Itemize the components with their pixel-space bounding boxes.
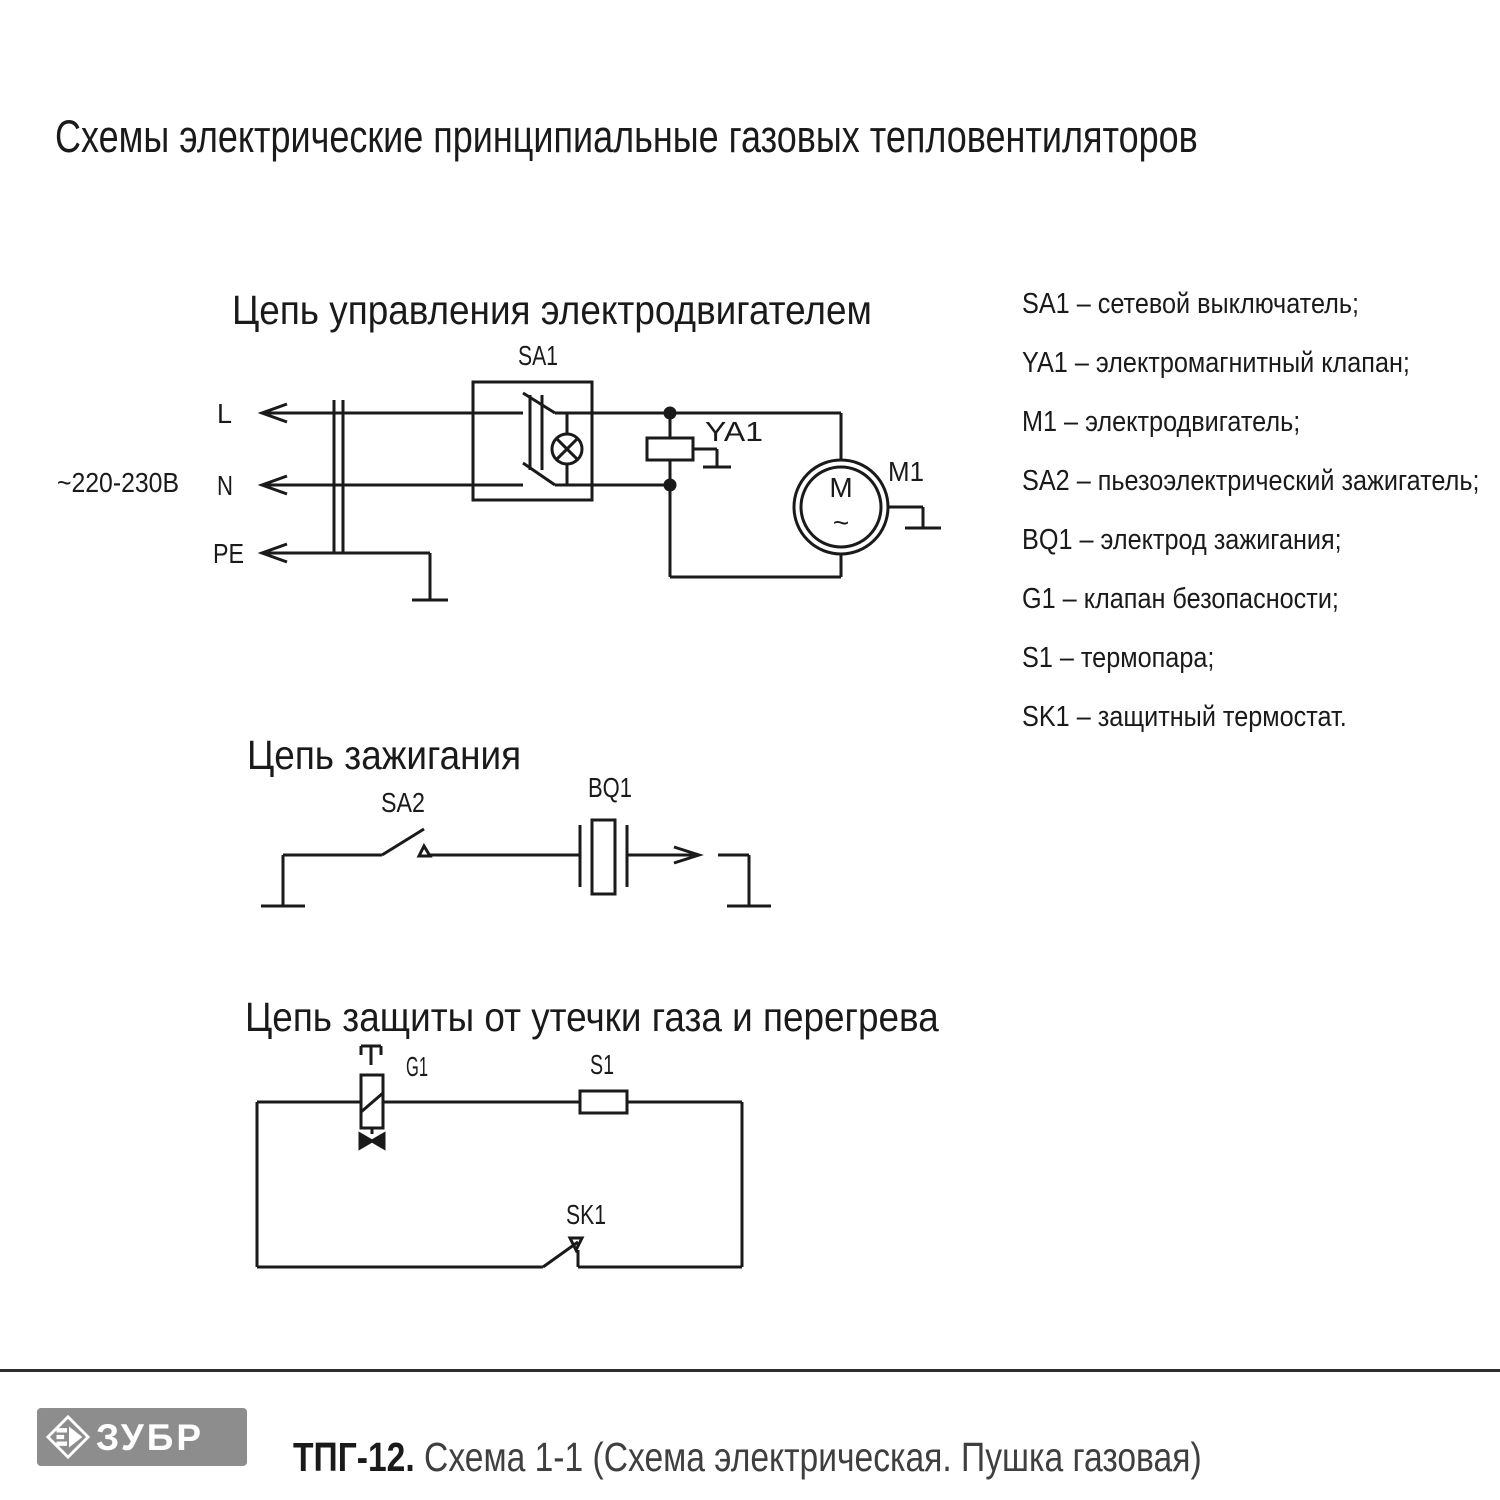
label-bq1: BQ1 <box>588 772 632 803</box>
ground-left-icon <box>261 855 305 906</box>
label-l: L <box>217 398 232 429</box>
g1-valve-icon <box>360 1046 384 1148</box>
ground-right-icon <box>718 855 771 906</box>
page-title: Схемы электрические принципиальные газовых тепловентиляторов <box>55 111 1198 162</box>
circuit2-title: Цепь зажигания <box>247 732 522 778</box>
label-ya1: YA1 <box>705 416 763 447</box>
circuit1-title: Цепь управления электродвигателем <box>232 287 872 333</box>
ya1-ground-icon <box>693 449 731 467</box>
label-n: N <box>217 470 233 501</box>
label-s1: S1 <box>590 1049 614 1080</box>
label-g1: G1 <box>406 1051 428 1082</box>
circuit2-labels <box>381 772 632 818</box>
brand-logo <box>37 1408 247 1466</box>
label-sa2: SA2 <box>381 787 425 818</box>
footer-caption-text: Схема 1-1 (Схема электрическая. Пушка газовая) <box>424 1434 1202 1480</box>
footer-caption <box>293 1434 1202 1480</box>
footer-model: ТПГ-12. <box>293 1434 415 1480</box>
label-pe: PE <box>213 538 244 569</box>
junction-dot <box>664 479 677 492</box>
legend-item-ya1: YA1 – электромагнитный клапан; <box>1022 347 1410 379</box>
legend-item-sa2: SA2 – пьезоэлектрический зажигатель; <box>1022 465 1480 497</box>
sa1-linkage <box>530 395 542 470</box>
motor-ground-icon <box>888 507 941 528</box>
label-motor-m: M <box>829 472 853 503</box>
sa1-blade-top <box>523 393 555 413</box>
brand-logo-icon <box>45 1414 91 1460</box>
legend-item-s1: S1 – термопара; <box>1022 642 1215 674</box>
label-voltage: ~220-230В <box>57 467 179 498</box>
footer-separator <box>0 1369 1500 1372</box>
legend-item-g1: G1 – клапан безопасности; <box>1022 583 1339 615</box>
sk1-switch-icon <box>543 1238 582 1267</box>
legend-item-m1: M1 – электродвигатель; <box>1022 406 1301 438</box>
sa1-blade-bottom <box>523 463 555 485</box>
label-motor-wave: ~ <box>832 507 850 538</box>
circuit2-wires <box>261 820 771 906</box>
legend-item-bq1: BQ1 – электрод зажигания; <box>1022 524 1342 556</box>
connector-lines-icon <box>334 400 343 553</box>
circuit3-labels <box>406 1049 614 1230</box>
sa2-blade <box>382 829 424 855</box>
circuit1-labels <box>57 340 924 569</box>
label-m1: M1 <box>888 456 924 487</box>
legend-item-sa1: SA1 – сетевой выключатель; <box>1022 288 1360 320</box>
label-sa1: SA1 <box>518 340 558 371</box>
sa2-contact-icon <box>419 846 430 856</box>
circuit3-wires <box>257 1046 742 1267</box>
lamp-icon <box>552 413 582 485</box>
s1-thermocouple-icon <box>580 1091 627 1113</box>
bq1-piezo-icon <box>580 820 627 894</box>
label-sk1: SK1 <box>566 1199 606 1230</box>
circuit3-title: Цепь защиты от утечки газа и перегрева <box>245 994 939 1040</box>
legend-item-sk1: SK1 – защитный термостат. <box>1022 701 1347 733</box>
ya1-coil <box>647 438 693 460</box>
junction-dot <box>664 407 677 420</box>
brand-logo-text: ЗУБР <box>96 1416 205 1458</box>
